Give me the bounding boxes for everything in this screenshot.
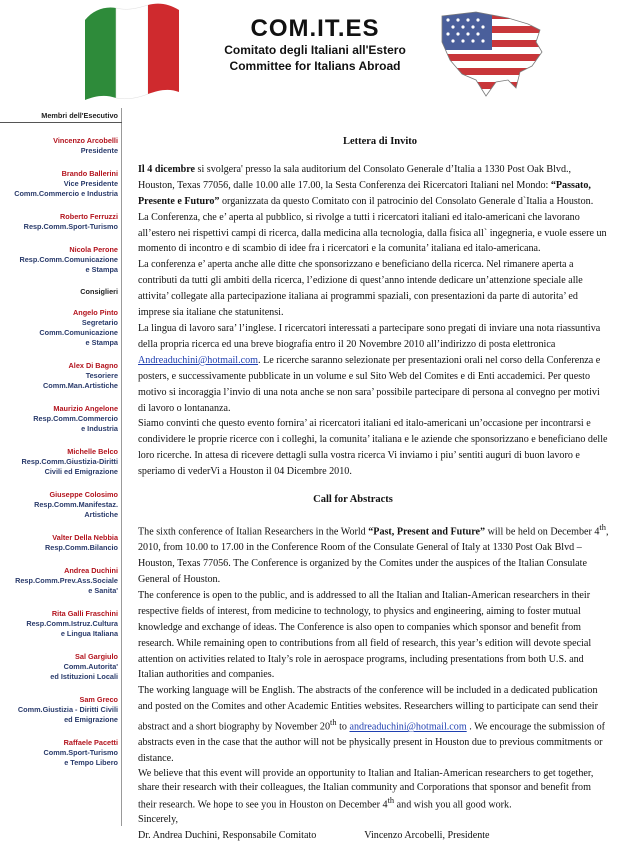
signature-left: Dr. Andrea Duchini, Responsabile Comitato [138,830,317,842]
member-role: Comm.Comunicazione [39,328,118,337]
member-role: e Tempo Libero [64,758,118,767]
text-run: The working language will be English. The abstracts of the conference will be included in a dedicated publication and posted on the Comites and other Academic Entities websites. Researchers willing to participate can send their abstract and a short biography by November 20 [138,685,598,733]
text-run: The sixth conference of Italian Researchers in the World [138,526,369,538]
email-link-it[interactable]: Andreaduchini@hotmail.com [138,354,259,366]
call-paragraph-3 [138,683,610,767]
member-role: Resp.Comm.Istruz.Cultura [26,619,118,628]
member-role: Resp.Comm.Commercio [33,414,118,423]
member-name: Roberto Ferruzzi [60,212,118,221]
member-name: Nicola Perone [69,245,118,254]
member-role: e Industria [81,424,118,433]
subtitle-english: Committee for Italians Abroad [229,59,401,73]
text-run: . We encourage the submission of abstracts even in the case that the author will not be physically present in Houston due to previous commitments or distance. [138,721,606,765]
member-name: Valter Della Nebbia [52,533,118,542]
member-role: Comm.Man.Artistiche [42,381,118,390]
member-role: Comm.Giustizia - Diritti Civili [17,705,118,714]
subtitle-italian: Comitato degli Italiani all'Estero [224,43,406,57]
member-role: e Stampa [85,265,118,274]
member-role: Resp.Comm.Comunicazione [19,255,118,264]
signature-right: Vincenzo Arcobelli, Presidente [364,830,490,842]
member-name: Maurizio Angelone [53,404,118,413]
member-name: Alex Di Bagno [68,361,118,370]
member-entry [0,566,122,596]
letter-title: Lettera di Invito [342,136,418,147]
call-paragraph-1 [138,520,610,588]
text-run: will be held on December 4 [485,526,600,538]
title-block [195,16,435,74]
ordinal-suffix: th [387,796,395,806]
member-entry [0,533,122,553]
member-name: Giuseppe Colosimo [49,490,118,499]
member-name: Michelle Belco [67,447,118,456]
member-entry [0,361,122,391]
closing: Sincerely, [138,814,178,826]
conference-title-en: “Past, Present and Future” [368,526,486,538]
member-role: Resp.Comm.Sport-Turismo [23,222,118,231]
councillors-list [0,308,122,768]
member-role: Artistiche [84,510,118,519]
member-entry [0,404,122,434]
conference-title-it: “Passato, Presente e Futuro” [138,179,591,207]
member-name: Raffaele Pacetti [63,738,118,747]
usa-flag-map-icon [436,2,548,102]
member-role: Segretario [81,318,118,327]
executive-heading: Membri dell'Esecutivo [0,108,122,123]
letter-paragraph-4 [138,321,610,416]
member-entry [0,695,122,725]
letter-paragraph-1 [138,162,610,210]
member-entry [0,447,122,477]
member-role: Tesoriere [85,371,118,380]
member-entry [0,609,122,639]
text-run: organizzata da questo Comitato con il patrocinio del Consolato Generale d`Italia a Houston. [219,195,594,207]
letter-paragraph-5: Siamo convinti che questo evento fornira’ ai ricercatori italiani ed italo-americani un’occasione per incontrarsi e condividere le proprie ricerce con i colleghi, la comunita’ italiana e le aziende che sponsorizzano e beneficiano delle loro ricerche. In attesa di ricevere dettagli sulla vostra ricerca Vi inviamo i piu’ sentiti auguri di buon lavoro e speriamo di vederVi a Houston il 04 Dicembre 2010. [138,418,608,478]
text-run: La lingua di lavoro sara’ l’inglese. I ricercatori interessati a partecipare sono pregati di inviare una nota riassuntiva della propria ricerca ed una breve biografia entro il 20 Novembre 2010 all’indirizzo di posta elettronica [138,322,601,350]
letter-body [138,134,610,844]
member-name: Brando Ballerini [61,169,118,178]
member-role: Resp.Comm.Manifestaz. [34,500,118,509]
member-entry [0,738,122,768]
member-entry [0,169,122,199]
call-paragraph-4 [138,767,610,812]
member-role: e Sanita' [88,586,118,595]
text-run: We believe that this event will provide an opportunity to Italian and Italian-American researchers to get together, share their research with their colleagues, the Italian community and Corporations that sponsor and benefit from their research. We hope to see you in Houston on December 4 [138,768,594,811]
letterhead [0,0,638,100]
member-role: Presidente [80,146,118,155]
ordinal-suffix: th [330,718,337,728]
member-role: Resp.Comm.Prev.Ass.Sociale [15,576,118,585]
councillors-heading: Consiglieri [80,287,118,296]
executive-list [0,136,122,275]
member-name: Angelo Pinto [73,308,118,317]
member-role: e Stampa [85,338,118,347]
brand-logo-text: COM.IT.ES [250,15,380,42]
text-run: to [336,721,350,733]
member-name: Rita Galli Fraschini [51,609,118,618]
member-role: Vice Presidente [63,179,118,188]
italy-flag-icon [83,2,181,102]
member-name: Andrea Duchini [64,566,118,575]
email-link-en[interactable]: andreaduchini@hotmail.com [349,721,467,733]
member-role: Comm.Autorita' [63,662,118,671]
member-role: Resp.Comm.Bilancio [45,543,118,552]
sidebar-members [0,108,122,781]
member-entry [0,212,122,232]
member-role: Resp.Comm.Giustizia-Diritti [21,457,118,466]
member-entry [0,245,122,275]
member-role: Civili ed Emigrazione [44,467,118,476]
member-role: e Lingua Italiana [60,629,118,638]
text-run: and wish you all good work. [394,799,512,811]
member-role: Comm.Commercio e Industria [14,189,118,198]
letter-paragraph-2: La Conferenza, che e’ aperta al pubblico, si rivolge a tutti i ricercatori italiani ed italo-americani che lavorano all’estero nei rispettivi campi di ricerca, dalla medicina alla tecnologia, dalla fisica all` ingegneria, e vuole essere un momento di incontro e di scambio di idee fra i ricercatori e la comunita’ italiana ed italo-americana. [138,211,607,255]
ordinal-suffix: th [599,522,606,532]
member-name: Vincenzo Arcobelli [53,136,118,145]
member-role: ed Istituzioni Locali [50,672,118,681]
date-emphasis: Il 4 dicembre [138,163,196,175]
member-role: Comm.Sport-Turismo [43,748,118,757]
call-paragraph-2: The conference is open to the public, and is addressed to all the Italian and Italian-American researchers in their respective fields of interest, from medicine to technology, to physics and engineering, aiming to foster mutual knowledge and exchange of ideas. The Conference is also open to companies which sponsor and benefit from research. While remaining open to contributions from all field of research, this year’s edition will devote special attention on activities related to Italy’s role in aerospace programs, including presentations from both U.S. and Italian authorities and companies. [138,589,592,681]
member-entry [0,136,122,156]
call-title: Call for Abstracts [313,494,393,506]
text-run: si svolgera' presso la sala auditorium del Consolato Generale d’Italia a 1330 Post Oak Blvd., Houston, Texas 77056, dalle 10.00 alle 17.00, la Sesta Conferenza dei Ricercatori Italiani nel Mondo: [138,163,572,191]
member-entry [0,490,122,520]
member-name: Sam Greco [79,695,118,704]
member-entry [0,308,122,348]
member-role: ed Emigrazione [64,715,118,724]
text-run: , 2010, from 10.00 to 17.00 in the Conference Room of the Consulate General of Italy at 1330 Post Oak Blvd – Houston, Texas 77056. The Conference is organized by the Comites under the auspices of the Italian Consulate General of Houston. [138,526,609,586]
member-name: Sal Gargiulo [75,652,118,661]
text-run: . Le ricerche saranno selezionate per presentazioni orali nel corso della Conferenza e posters, e successivamente pubblicate in un volume e sul Sito Web del Comites e di Enti accademici. Per questo motivo si incoraggia l’invio di una nota anche se non sara’ possibile partecipare di persona al convegno per motivi di lavoro o lontananza. [138,354,601,414]
letter-paragraph-3: La conferenza e’ aperta anche alle ditte che sponsorizzano e beneficiano della ricerca. Nel rimanere aperta a contributi da tutti gli ambiti della ricerca, l’edizione di quest’anno intende dedicare un’attenzione speciale alle attivita’ collegate alla partecipazione italiana ai programmi spaziali, con presentazioni da parte di autorita’ ed imprese sia italiane che statunitensi. [138,259,583,319]
signature-line [138,828,610,844]
member-entry [0,652,122,682]
